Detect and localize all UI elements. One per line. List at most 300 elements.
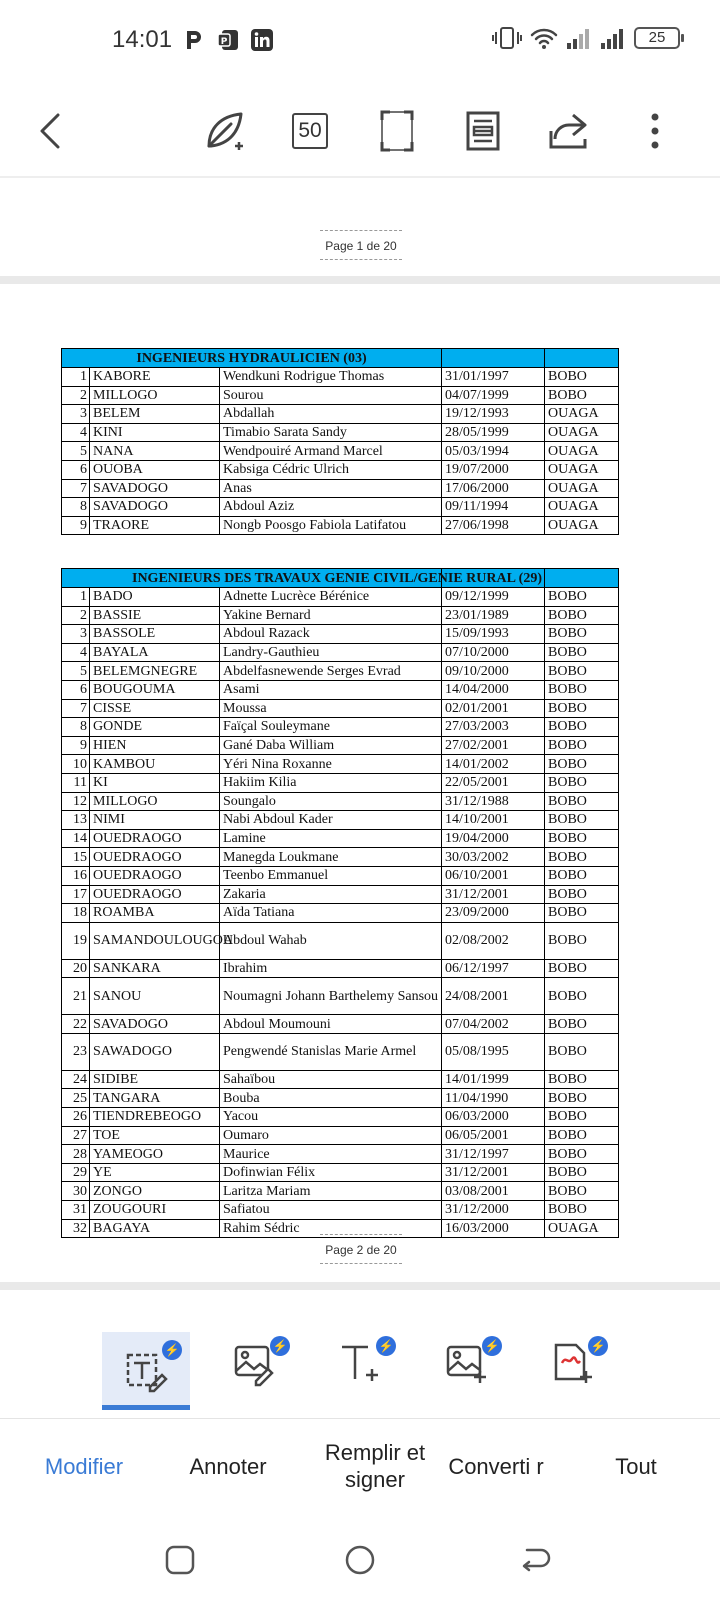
last-name-cell: TANGARA	[90, 1089, 220, 1108]
table-row	[62, 718, 619, 737]
birth-date-cell: 14/01/1999	[442, 1070, 545, 1089]
city-cell: OUAGA	[545, 498, 619, 517]
pro-badge-icon: ⚡	[482, 1336, 502, 1356]
birth-date-cell: 31/12/2001	[442, 885, 545, 904]
table-row	[62, 922, 619, 959]
powerpoint-icon	[216, 28, 240, 52]
last-name-cell: KI	[90, 773, 220, 792]
recent-apps-icon	[164, 1544, 196, 1576]
row-number: 1	[62, 588, 90, 607]
tabs-divider	[0, 1418, 720, 1419]
row-number: 5	[62, 442, 90, 461]
birth-date-cell: 06/10/2001	[442, 866, 545, 885]
birth-date-cell: 09/10/2000	[442, 662, 545, 681]
birth-date-cell: 15/09/1993	[442, 625, 545, 644]
last-name-cell: NANA	[90, 442, 220, 461]
city-cell: BOBO	[545, 1126, 619, 1145]
city-cell: BOBO	[545, 386, 619, 405]
first-name-cell: Rahim Sédric	[220, 1219, 442, 1238]
row-number: 5	[62, 662, 90, 681]
row-number: 8	[62, 718, 90, 737]
last-name-cell: CISSE	[90, 699, 220, 718]
first-name-cell: Abdallah	[220, 405, 442, 424]
birth-date-cell: 04/07/1999	[442, 386, 545, 405]
row-number: 10	[62, 755, 90, 774]
city-cell: BOBO	[545, 1145, 619, 1164]
table-row	[62, 516, 619, 535]
first-name-cell: Safiatou	[220, 1201, 442, 1220]
last-name-cell: TOE	[90, 1126, 220, 1145]
wifi-icon	[530, 26, 558, 50]
recent-apps-button[interactable]	[158, 1538, 202, 1582]
birth-date-cell: 06/12/1997	[442, 959, 545, 978]
city-cell: BOBO	[545, 959, 619, 978]
pro-badge-icon: ⚡	[376, 1336, 396, 1356]
last-name-cell: YE	[90, 1163, 220, 1182]
table-row	[62, 755, 619, 774]
row-number: 31	[62, 1201, 90, 1220]
table-row	[62, 736, 619, 755]
reading-mode-button[interactable]	[456, 104, 510, 158]
first-name-cell: Wendpouiré Armand Marcel	[220, 442, 442, 461]
city-cell: BOBO	[545, 1163, 619, 1182]
table-row	[62, 848, 619, 867]
first-name-cell: Yéri Nina Roxanne	[220, 755, 442, 774]
tab-annoter[interactable]: Annoter	[189, 1453, 267, 1479]
battery-indicator: 25	[634, 27, 680, 49]
first-name-cell: Hakiim Kilia	[220, 773, 442, 792]
row-number: 9	[62, 736, 90, 755]
system-nav-bar	[0, 1520, 720, 1600]
first-name-cell: Sourou	[220, 386, 442, 405]
first-name-cell: Noumagni Johann Barthelemy Sansou	[220, 978, 442, 1015]
table-row	[62, 460, 619, 479]
first-name-cell: Pengwendé Stanislas Marie Armel	[220, 1033, 442, 1070]
first-name-cell: Abdelfasnewende Serges Evrad	[220, 662, 442, 681]
birth-date-cell: 27/02/2001	[442, 736, 545, 755]
city-cell: OUAGA	[545, 516, 619, 535]
first-name-cell: Abdoul Wahab	[220, 922, 442, 959]
city-cell: BOBO	[545, 1182, 619, 1201]
vibrate-icon	[492, 26, 522, 50]
city-cell: BOBO	[545, 662, 619, 681]
last-name-cell: BELEM	[90, 405, 220, 424]
last-name-cell: KINI	[90, 423, 220, 442]
row-number: 1	[62, 368, 90, 387]
last-name-cell: ZOUGOURI	[90, 1201, 220, 1220]
first-name-cell: Nabi Abdoul Kader	[220, 811, 442, 830]
share-icon	[547, 111, 591, 151]
last-name-cell: MILLOGO	[90, 792, 220, 811]
table-row	[62, 606, 619, 625]
table-row	[62, 959, 619, 978]
city-cell: BOBO	[545, 718, 619, 737]
first-name-cell: Bouba	[220, 1089, 442, 1108]
table-row	[62, 423, 619, 442]
tab-remplir-et-signer[interactable]: Remplir et signer	[324, 1440, 426, 1492]
first-name-cell: Abdoul Moumouni	[220, 1015, 442, 1034]
row-number: 11	[62, 773, 90, 792]
row-number: 30	[62, 1182, 90, 1201]
birth-date-cell: 31/01/1997	[442, 368, 545, 387]
table-row	[62, 1033, 619, 1070]
first-name-cell: Gané Daba William	[220, 736, 442, 755]
row-number: 20	[62, 959, 90, 978]
linkedin-icon	[250, 28, 274, 52]
first-name-cell: Abdoul Razack	[220, 625, 442, 644]
table-row	[62, 368, 619, 387]
last-name-cell: BELEMGNEGRE	[90, 662, 220, 681]
first-name-cell: Adnette Lucrèce Bérénice	[220, 588, 442, 607]
table-row	[62, 386, 619, 405]
row-number: 32	[62, 1219, 90, 1238]
first-name-cell: Teenbo Emmanuel	[220, 866, 442, 885]
pdf-convert-tool[interactable]	[528, 1328, 616, 1398]
birth-date-cell: 27/03/2003	[442, 718, 545, 737]
modify-text-tool[interactable]	[102, 1332, 190, 1410]
first-name-cell: Dofinwian Félix	[220, 1163, 442, 1182]
city-cell: BOBO	[545, 792, 619, 811]
row-number: 29	[62, 1163, 90, 1182]
row-number: 6	[62, 460, 90, 479]
add-text-tool[interactable]	[316, 1328, 404, 1398]
back-button[interactable]	[24, 104, 78, 158]
table-genie-civil	[61, 568, 619, 1238]
table-title: INGENIEURS HYDRAULICIEN (03)	[62, 349, 442, 368]
birth-date-cell: 23/09/2000	[442, 904, 545, 923]
row-number: 14	[62, 829, 90, 848]
city-cell: BOBO	[545, 904, 619, 923]
table-row	[62, 588, 619, 607]
last-name-cell: BAGAYA	[90, 1219, 220, 1238]
row-number: 2	[62, 386, 90, 405]
city-cell: BOBO	[545, 606, 619, 625]
more-button[interactable]	[628, 104, 682, 158]
birth-date-cell: 06/03/2000	[442, 1108, 545, 1127]
first-name-cell: Soungalo	[220, 792, 442, 811]
last-name-cell: KABORE	[90, 368, 220, 387]
row-number: 9	[62, 516, 90, 535]
add-image-tool[interactable]	[422, 1328, 510, 1398]
table-row	[62, 662, 619, 681]
last-name-cell: BADO	[90, 588, 220, 607]
last-name-cell: SAMANDOULOUGOU	[90, 922, 220, 959]
page-separator	[0, 276, 720, 284]
table-row	[62, 773, 619, 792]
table-row	[62, 1182, 619, 1201]
first-name-cell: Zakaria	[220, 885, 442, 904]
city-cell: BOBO	[545, 922, 619, 959]
table-row	[62, 978, 619, 1015]
table-row	[62, 1163, 619, 1182]
birth-date-cell: 05/08/1995	[442, 1033, 545, 1070]
table-row	[62, 680, 619, 699]
table-row	[62, 498, 619, 517]
row-number: 18	[62, 904, 90, 923]
table-row	[62, 625, 619, 644]
last-name-cell: TRAORE	[90, 516, 220, 535]
fit-screen-icon	[380, 110, 414, 152]
page-2-label: Page 2 de 20	[320, 1234, 402, 1264]
annotate-image-tool[interactable]	[210, 1328, 298, 1398]
row-number: 19	[62, 922, 90, 959]
city-cell: OUAGA	[545, 1219, 619, 1238]
row-number: 25	[62, 1089, 90, 1108]
city-cell: BOBO	[545, 829, 619, 848]
birth-date-cell: 07/10/2000	[442, 643, 545, 662]
last-name-cell: OUEDRAOGO	[90, 829, 220, 848]
table-row	[62, 1070, 619, 1089]
row-number: 23	[62, 1033, 90, 1070]
more-icon	[649, 111, 661, 151]
row-number: 15	[62, 848, 90, 867]
last-name-cell: OUEDRAOGO	[90, 866, 220, 885]
pro-badge-icon: ⚡	[270, 1336, 290, 1356]
row-number: 8	[62, 498, 90, 517]
row-number: 3	[62, 405, 90, 424]
row-number: 7	[62, 699, 90, 718]
home-icon	[344, 1544, 376, 1576]
birth-date-cell: 19/04/2000	[442, 829, 545, 848]
birth-date-cell: 22/05/2001	[442, 773, 545, 792]
first-name-cell: Anas	[220, 479, 442, 498]
city-cell: BOBO	[545, 811, 619, 830]
table-title: INGENIEURS DES TRAVAUX GENIE CIVIL/GENIE RURAL (29)	[62, 569, 442, 588]
ink-pen-icon	[201, 108, 247, 154]
first-name-cell: Sahaïbou	[220, 1070, 442, 1089]
row-number: 4	[62, 423, 90, 442]
back-nav-button[interactable]	[514, 1538, 558, 1582]
birth-date-cell: 11/04/1990	[442, 1089, 545, 1108]
pro-badge-icon: ⚡	[588, 1336, 608, 1356]
last-name-cell: SIDIBE	[90, 1070, 220, 1089]
last-name-cell: NIMI	[90, 811, 220, 830]
top-toolbar	[0, 86, 720, 176]
table-row	[62, 442, 619, 461]
table-row	[62, 885, 619, 904]
ink-button[interactable]	[197, 104, 251, 158]
first-name-cell: Manegda Loukmane	[220, 848, 442, 867]
city-cell: BOBO	[545, 885, 619, 904]
city-cell: BOBO	[545, 1070, 619, 1089]
birth-date-cell: 09/12/1999	[442, 588, 545, 607]
first-name-cell: Asami	[220, 680, 442, 699]
signal-icon-2	[600, 26, 626, 50]
city-cell: OUAGA	[545, 405, 619, 424]
row-number: 22	[62, 1015, 90, 1034]
zoom-level: 50	[292, 113, 328, 149]
header-blank-cell	[545, 349, 619, 368]
bottom-tabs	[0, 1420, 720, 1520]
city-cell: BOBO	[545, 1033, 619, 1070]
table-row	[62, 811, 619, 830]
row-number: 12	[62, 792, 90, 811]
status-indicators	[492, 26, 680, 50]
city-cell: BOBO	[545, 848, 619, 867]
first-name-cell: Kabsiga Cédric Ulrich	[220, 460, 442, 479]
first-name-cell: Yacou	[220, 1108, 442, 1127]
pro-badge-icon: ⚡	[162, 1340, 182, 1360]
table-row	[62, 829, 619, 848]
birth-date-cell: 28/05/1999	[442, 423, 545, 442]
birth-date-cell: 23/01/1989	[442, 606, 545, 625]
document-view[interactable]	[0, 178, 720, 1308]
fit-screen-button[interactable]	[370, 104, 424, 158]
city-cell: BOBO	[545, 866, 619, 885]
tab-convertir[interactable]: Converti r	[448, 1453, 544, 1479]
city-cell: BOBO	[545, 1108, 619, 1127]
city-cell: BOBO	[545, 1201, 619, 1220]
birth-date-cell: 17/06/2000	[442, 479, 545, 498]
row-number: 21	[62, 978, 90, 1015]
table-row	[62, 904, 619, 923]
city-cell: BOBO	[545, 699, 619, 718]
table-hydraulicien	[61, 348, 619, 535]
first-name-cell: Oumaro	[220, 1126, 442, 1145]
status-time: 14:01	[112, 26, 173, 53]
first-name-cell: Timabio Sarata Sandy	[220, 423, 442, 442]
first-name-cell: Lamine	[220, 829, 442, 848]
row-number: 13	[62, 811, 90, 830]
home-button[interactable]	[338, 1538, 382, 1582]
first-name-cell: Wendkuni Rodrigue Thomas	[220, 368, 442, 387]
row-number: 4	[62, 643, 90, 662]
table-row	[62, 1126, 619, 1145]
last-name-cell: SAWADOGO	[90, 1033, 220, 1070]
table-row	[62, 792, 619, 811]
city-cell: BOBO	[545, 625, 619, 644]
back-arrow-icon	[36, 111, 66, 151]
row-number: 26	[62, 1108, 90, 1127]
last-name-cell: BASSIE	[90, 606, 220, 625]
birth-date-cell: 06/05/2001	[442, 1126, 545, 1145]
table-header-row	[62, 569, 619, 588]
city-cell: BOBO	[545, 680, 619, 699]
birth-date-cell: 31/12/1997	[442, 1145, 545, 1164]
edit-text-icon	[124, 1349, 168, 1393]
city-cell: BOBO	[545, 755, 619, 774]
birth-date-cell: 31/12/2000	[442, 1201, 545, 1220]
back-nav-icon	[519, 1544, 553, 1576]
first-name-cell: Aïda Tatiana	[220, 904, 442, 923]
page-zoom-button[interactable]	[283, 104, 337, 158]
table-row	[62, 1015, 619, 1034]
first-name-cell: Landry-Gauthieu	[220, 643, 442, 662]
birth-date-cell: 02/08/2002	[442, 922, 545, 959]
birth-date-cell: 19/07/2000	[442, 460, 545, 479]
city-cell: OUAGA	[545, 460, 619, 479]
first-name-cell: Abdoul Aziz	[220, 498, 442, 517]
last-name-cell: HIEN	[90, 736, 220, 755]
birth-date-cell: 24/08/2001	[442, 978, 545, 1015]
table-row	[62, 1201, 619, 1220]
birth-date-cell: 31/12/1988	[442, 792, 545, 811]
first-name-cell: Yakine Bernard	[220, 606, 442, 625]
tab-modifier[interactable]: Modifier	[44, 1453, 124, 1479]
city-cell: BOBO	[545, 773, 619, 792]
last-name-cell: OUOBA	[90, 460, 220, 479]
birth-date-cell: 05/03/1994	[442, 442, 545, 461]
birth-date-cell: 09/11/1994	[442, 498, 545, 517]
row-number: 3	[62, 625, 90, 644]
birth-date-cell: 27/06/1998	[442, 516, 545, 535]
last-name-cell: BAYALA	[90, 643, 220, 662]
reading-mode-icon	[466, 111, 500, 151]
first-name-cell: Nongb Poosgo Fabiola Latifatou	[220, 516, 442, 535]
last-name-cell: SAVADOGO	[90, 1015, 220, 1034]
last-name-cell: SAVADOGO	[90, 498, 220, 517]
birth-date-cell: 03/08/2001	[442, 1182, 545, 1201]
last-name-cell: TIENDREBEOGO	[90, 1108, 220, 1127]
city-cell: BOBO	[545, 588, 619, 607]
city-cell: BOBO	[545, 368, 619, 387]
share-button[interactable]	[542, 104, 596, 158]
city-cell: BOBO	[545, 643, 619, 662]
city-cell: BOBO	[545, 1015, 619, 1034]
row-number: 24	[62, 1070, 90, 1089]
row-number: 2	[62, 606, 90, 625]
tab-tout[interactable]: Tout	[615, 1453, 657, 1479]
birth-date-cell: 19/12/1993	[442, 405, 545, 424]
birth-date-cell: 14/04/2000	[442, 680, 545, 699]
last-name-cell: KAMBOU	[90, 755, 220, 774]
birth-date-cell: 07/04/2002	[442, 1015, 545, 1034]
table-row	[62, 699, 619, 718]
first-name-cell: Ibrahim	[220, 959, 442, 978]
last-name-cell: YAMEOGO	[90, 1145, 220, 1164]
row-number: 27	[62, 1126, 90, 1145]
last-name-cell: MILLOGO	[90, 386, 220, 405]
city-cell: OUAGA	[545, 442, 619, 461]
bottom-tools	[0, 1308, 720, 1420]
first-name-cell: Maurice	[220, 1145, 442, 1164]
last-name-cell: ZONGO	[90, 1182, 220, 1201]
p-app-icon	[182, 28, 206, 52]
table-row	[62, 405, 619, 424]
last-name-cell: ROAMBA	[90, 904, 220, 923]
row-number: 7	[62, 479, 90, 498]
header-blank-cell	[442, 349, 545, 368]
table-row	[62, 643, 619, 662]
last-name-cell: SANOU	[90, 978, 220, 1015]
city-cell: BOBO	[545, 1089, 619, 1108]
page-separator	[0, 1282, 720, 1290]
table-row	[62, 479, 619, 498]
row-number: 6	[62, 680, 90, 699]
birth-date-cell: 31/12/2001	[442, 1163, 545, 1182]
table-row	[62, 1145, 619, 1164]
last-name-cell: OUEDRAOGO	[90, 885, 220, 904]
last-name-cell: SANKARA	[90, 959, 220, 978]
status-bar	[0, 0, 720, 80]
birth-date-cell: 30/03/2002	[442, 848, 545, 867]
last-name-cell: BASSOLE	[90, 625, 220, 644]
table-row	[62, 1108, 619, 1127]
first-name-cell: Faïçal Souleymane	[220, 718, 442, 737]
city-cell: OUAGA	[545, 423, 619, 442]
last-name-cell: SAVADOGO	[90, 479, 220, 498]
last-name-cell: GONDE	[90, 718, 220, 737]
table-header-row	[62, 349, 619, 368]
city-cell: BOBO	[545, 978, 619, 1015]
header-blank-cell	[545, 569, 619, 588]
birth-date-cell: 14/10/2001	[442, 811, 545, 830]
birth-date-cell: 16/03/2000	[442, 1219, 545, 1238]
birth-date-cell: 14/01/2002	[442, 755, 545, 774]
last-name-cell: OUEDRAOGO	[90, 848, 220, 867]
birth-date-cell: 02/01/2001	[442, 699, 545, 718]
row-number: 28	[62, 1145, 90, 1164]
